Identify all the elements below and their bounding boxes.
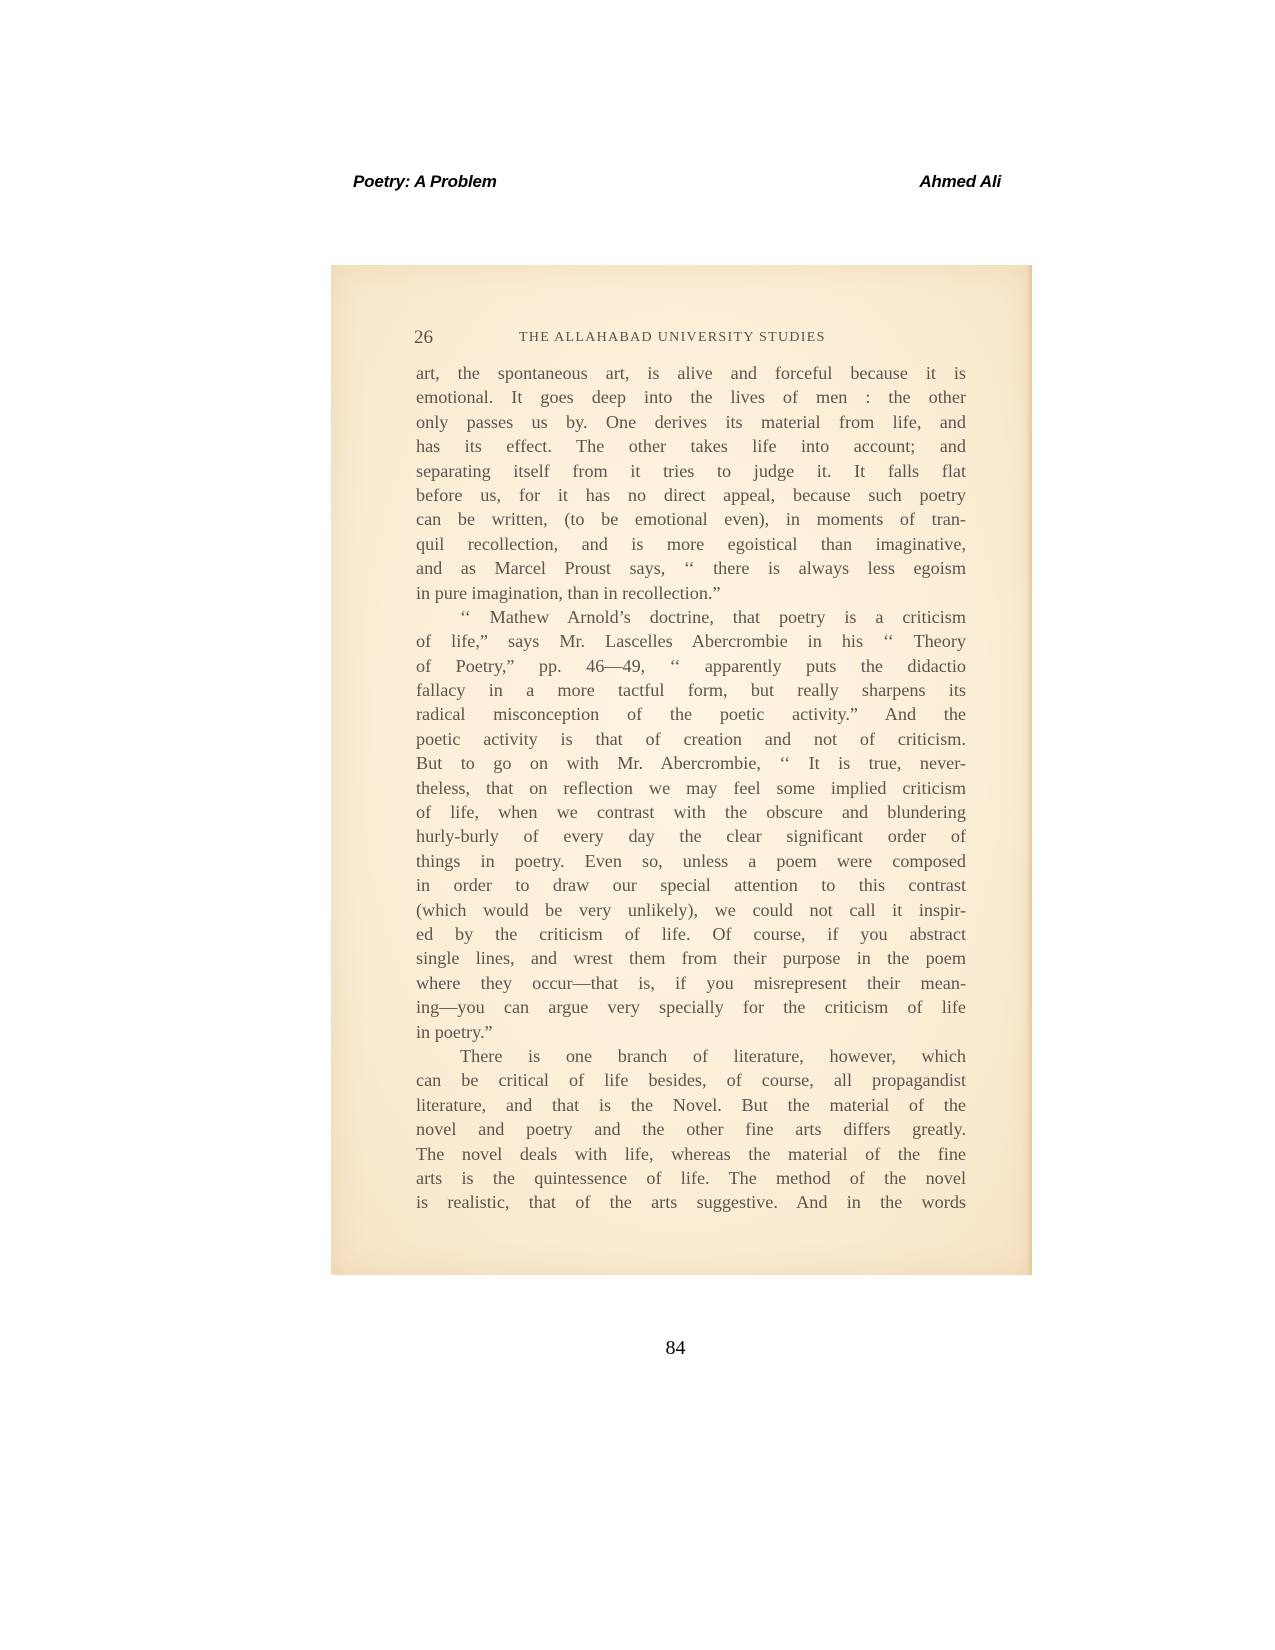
page-number-footer: 84 <box>665 1337 686 1359</box>
text-line: ed by the criticism of life. Of course, if you abstract <box>416 923 966 944</box>
text-line: before us, for it has no direct appeal, because such poetry <box>416 484 966 505</box>
text-line: fallacy in a more tactful form, but really sharpens its <box>416 680 966 701</box>
text-line: emotional. It goes deep into the lives of men : the other <box>416 387 966 408</box>
text-line: The novel deals with life, whereas the material of the fine <box>416 1143 966 1164</box>
text-line: can be written, (to be emotional even), in moments of tran- <box>416 509 966 530</box>
text-line: art, the spontaneous art, is alive and forceful because it is <box>416 363 966 383</box>
running-header-author: Ahmed Ali <box>919 172 1001 191</box>
book-page-number: 26 <box>414 327 433 348</box>
text-line: ‘‘ Mathew Arnold’s doctrine, that poetry is a criticism <box>460 606 966 627</box>
book-page-header <box>414 327 974 351</box>
text-line: in order to draw our special attention to this contrast <box>416 875 966 896</box>
text-line: literature, and that is the Novel. But the material of the <box>416 1094 966 1115</box>
text-line: single lines, and wrest them from their purpose in the poem <box>416 948 966 969</box>
text-line: There is one branch of literature, however, which <box>460 1045 966 1066</box>
text-line: of life,” says Mr. Lascelles Abercrombie in his ‘‘ Theory <box>416 631 966 652</box>
text-line: theless, that on reflection we may feel some implied criticism <box>416 777 966 798</box>
text-line: is realistic, that of the arts suggestive. And in the words <box>416 1192 966 1213</box>
text-line: can be critical of life besides, of course, all propagandist <box>416 1070 966 1091</box>
text-line: of Poetry,” pp. 46—49, ‘‘ apparently puts the didactio <box>416 655 966 676</box>
text-line: novel and poetry and the other fine arts differs greatly. <box>416 1119 966 1140</box>
text-line: ing—you can argue very specially for the criticism of life <box>416 997 966 1018</box>
text-line: But to go on with Mr. Abercrombie, ‘‘ It is true, never- <box>416 753 966 774</box>
running-header-title: Poetry: A Problem <box>353 172 497 191</box>
text-line: and as Marcel Proust says, ‘‘ there is always less egoism <box>416 558 966 579</box>
scanned-book-page <box>331 265 1032 1275</box>
text-line: only passes us by. One derives its material from life, and <box>416 411 966 432</box>
text-line: in pure imagination, than in recollection.” <box>416 582 721 603</box>
scan-edge-shadow <box>1026 265 1032 1275</box>
book-running-title: THE ALLAHABAD UNIVERSITY STUDIES <box>519 330 826 345</box>
book-body-text <box>416 361 966 1215</box>
text-line: has its effect. The other takes life into account; and <box>416 436 966 457</box>
text-line: of life, when we contrast with the obscure and blundering <box>416 802 966 823</box>
text-line: in poetry.” <box>416 1021 493 1042</box>
text-line: quil recollection, and is more egoistical than imaginative, <box>416 533 966 554</box>
text-line: poetic activity is that of creation and not of criticism. <box>416 728 966 749</box>
text-line: arts is the quintessence of life. The method of the novel <box>416 1167 966 1188</box>
text-line: separating itself from it tries to judge it. It falls flat <box>416 460 966 481</box>
text-line: radical misconception of the poetic activity.” And the <box>416 704 966 725</box>
text-line: where they occur—that is, if you misrepresent their mean- <box>416 972 966 993</box>
text-line: things in poetry. Even so, unless a poem were composed <box>416 850 966 871</box>
text-line: hurly-burly of every day the clear significant order of <box>416 826 966 847</box>
text-line: (which would be very unlikely), we could not call it inspir- <box>416 899 966 920</box>
